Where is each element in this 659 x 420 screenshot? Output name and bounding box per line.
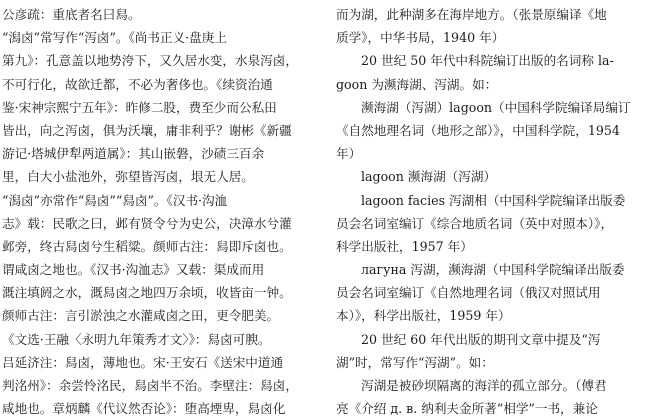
text-line: 溉注填阏之水，溉舄卤之地四万余顷，收皆亩一钟。 <box>2 285 292 301</box>
text-line: 志》载：民歌之曰，邺有贤令兮为史公，决漳水兮灌 <box>2 215 292 231</box>
text-line: 皆出，向之泻卤，俱为沃壤，庸非利乎？谢彬《新疆 <box>2 122 292 138</box>
text-line: 质学》，中华书局，1940 年） <box>336 30 505 46</box>
text-line: 《文选·王融〈永明九年策秀才文〉》：舄卤可腴。 <box>2 331 271 347</box>
text-line: 谓咸卤之地也。《汉书·沟洫志》又载：渠成而用 <box>2 262 265 278</box>
text-line: 《自然地理名词（地形之部）》，中国科学院，1954 <box>336 122 620 138</box>
text-line: 里，白大小盐池外，弥望皆泻卤，垠无人居。 <box>2 169 254 185</box>
text-line: 湖”时，常写作“泻湖”。如： <box>336 354 494 370</box>
right-column <box>336 3 656 420</box>
text-line: лагуна 泻湖，濒海湖（中国科学院编译出版委 <box>361 262 625 278</box>
text-line: 泻湖是被砂坝隔离的海洋的孤立部分。（傅君 <box>361 378 607 393</box>
text-line: 公彦疏：重底者名曰舄。 <box>2 7 141 22</box>
text-line: lagoon 濒海湖（泻湖） <box>361 169 497 185</box>
text-line: 亮《介绍 д. в. 纳利夫金所著“相学”一书，兼论 <box>336 401 598 417</box>
text-line: 科学出版社，1957 年） <box>336 238 473 254</box>
left-column <box>2 3 320 420</box>
text-line: 邺旁，终古舄卤兮生稻粱。颜师古注：舄即斥卤也。 <box>2 238 292 254</box>
text-line: 本）》，科学出版社，1959 年） <box>336 308 511 324</box>
text-line: 咸地也。章炳麟《代议然否论》：堕高堙卑，舄卤化 <box>2 401 286 417</box>
text-line: 濒海湖（泻湖）lagoon（中国科学院编译局编订 <box>361 99 631 115</box>
text-line: 第九》：孔意盖以地势洿下，又久居水变，水泉泻卤， <box>2 53 298 69</box>
text-line: 而为湖，此种湖多在海岸地方。（张景原编译《地 <box>336 7 607 22</box>
text-line: 20 世纪 50 年代中科院编订出版的名词称 la- <box>361 53 614 69</box>
text-line: 游记·塔城伊犁两道属》：其山嵌磐，沙碛三百余 <box>2 146 265 162</box>
text-line: 不可行化，故欲迁都，不必为奢侈也。《续资治通 <box>2 76 273 92</box>
text-line: 吕延济注：舄卤，薄地也。宋·王安石《送宋中道通 <box>2 354 284 370</box>
text-line: “潟卤”常写作“泻卤”。《尚书正义·盘庚上 <box>2 30 227 46</box>
text-line: 员会名词室编订《自然地理名词（俄汉对照试用 <box>336 285 601 301</box>
text-line: “潟卤”亦常作“舄卤”“舄卤”。《汉书·沟洫 <box>2 192 228 208</box>
text-line: 20 世纪 60 年代出版的期刊文章中提及“泻 <box>361 331 601 347</box>
text-line: 员会名词室编订《综合地质名词（英中对照本）》， <box>336 215 614 231</box>
text-line: 颜师古注：言引淤浊之水灌咸卤之田，更令肥美。 <box>2 308 280 324</box>
text-line: lagoon facies 泻湖相（中国科学院编译出版委 <box>361 192 626 208</box>
text-line: goon 为濒海湖、泻湖。如： <box>336 76 498 92</box>
text-line: 年） <box>336 146 362 162</box>
text-line: 鉴·宋神宗熙宁五年》：昨修二股，费至少而公私田 <box>2 99 277 115</box>
text-line: 判洺州》：余尝怜洺民，舄卤半不治。李壁注：舄卤， <box>2 378 298 393</box>
